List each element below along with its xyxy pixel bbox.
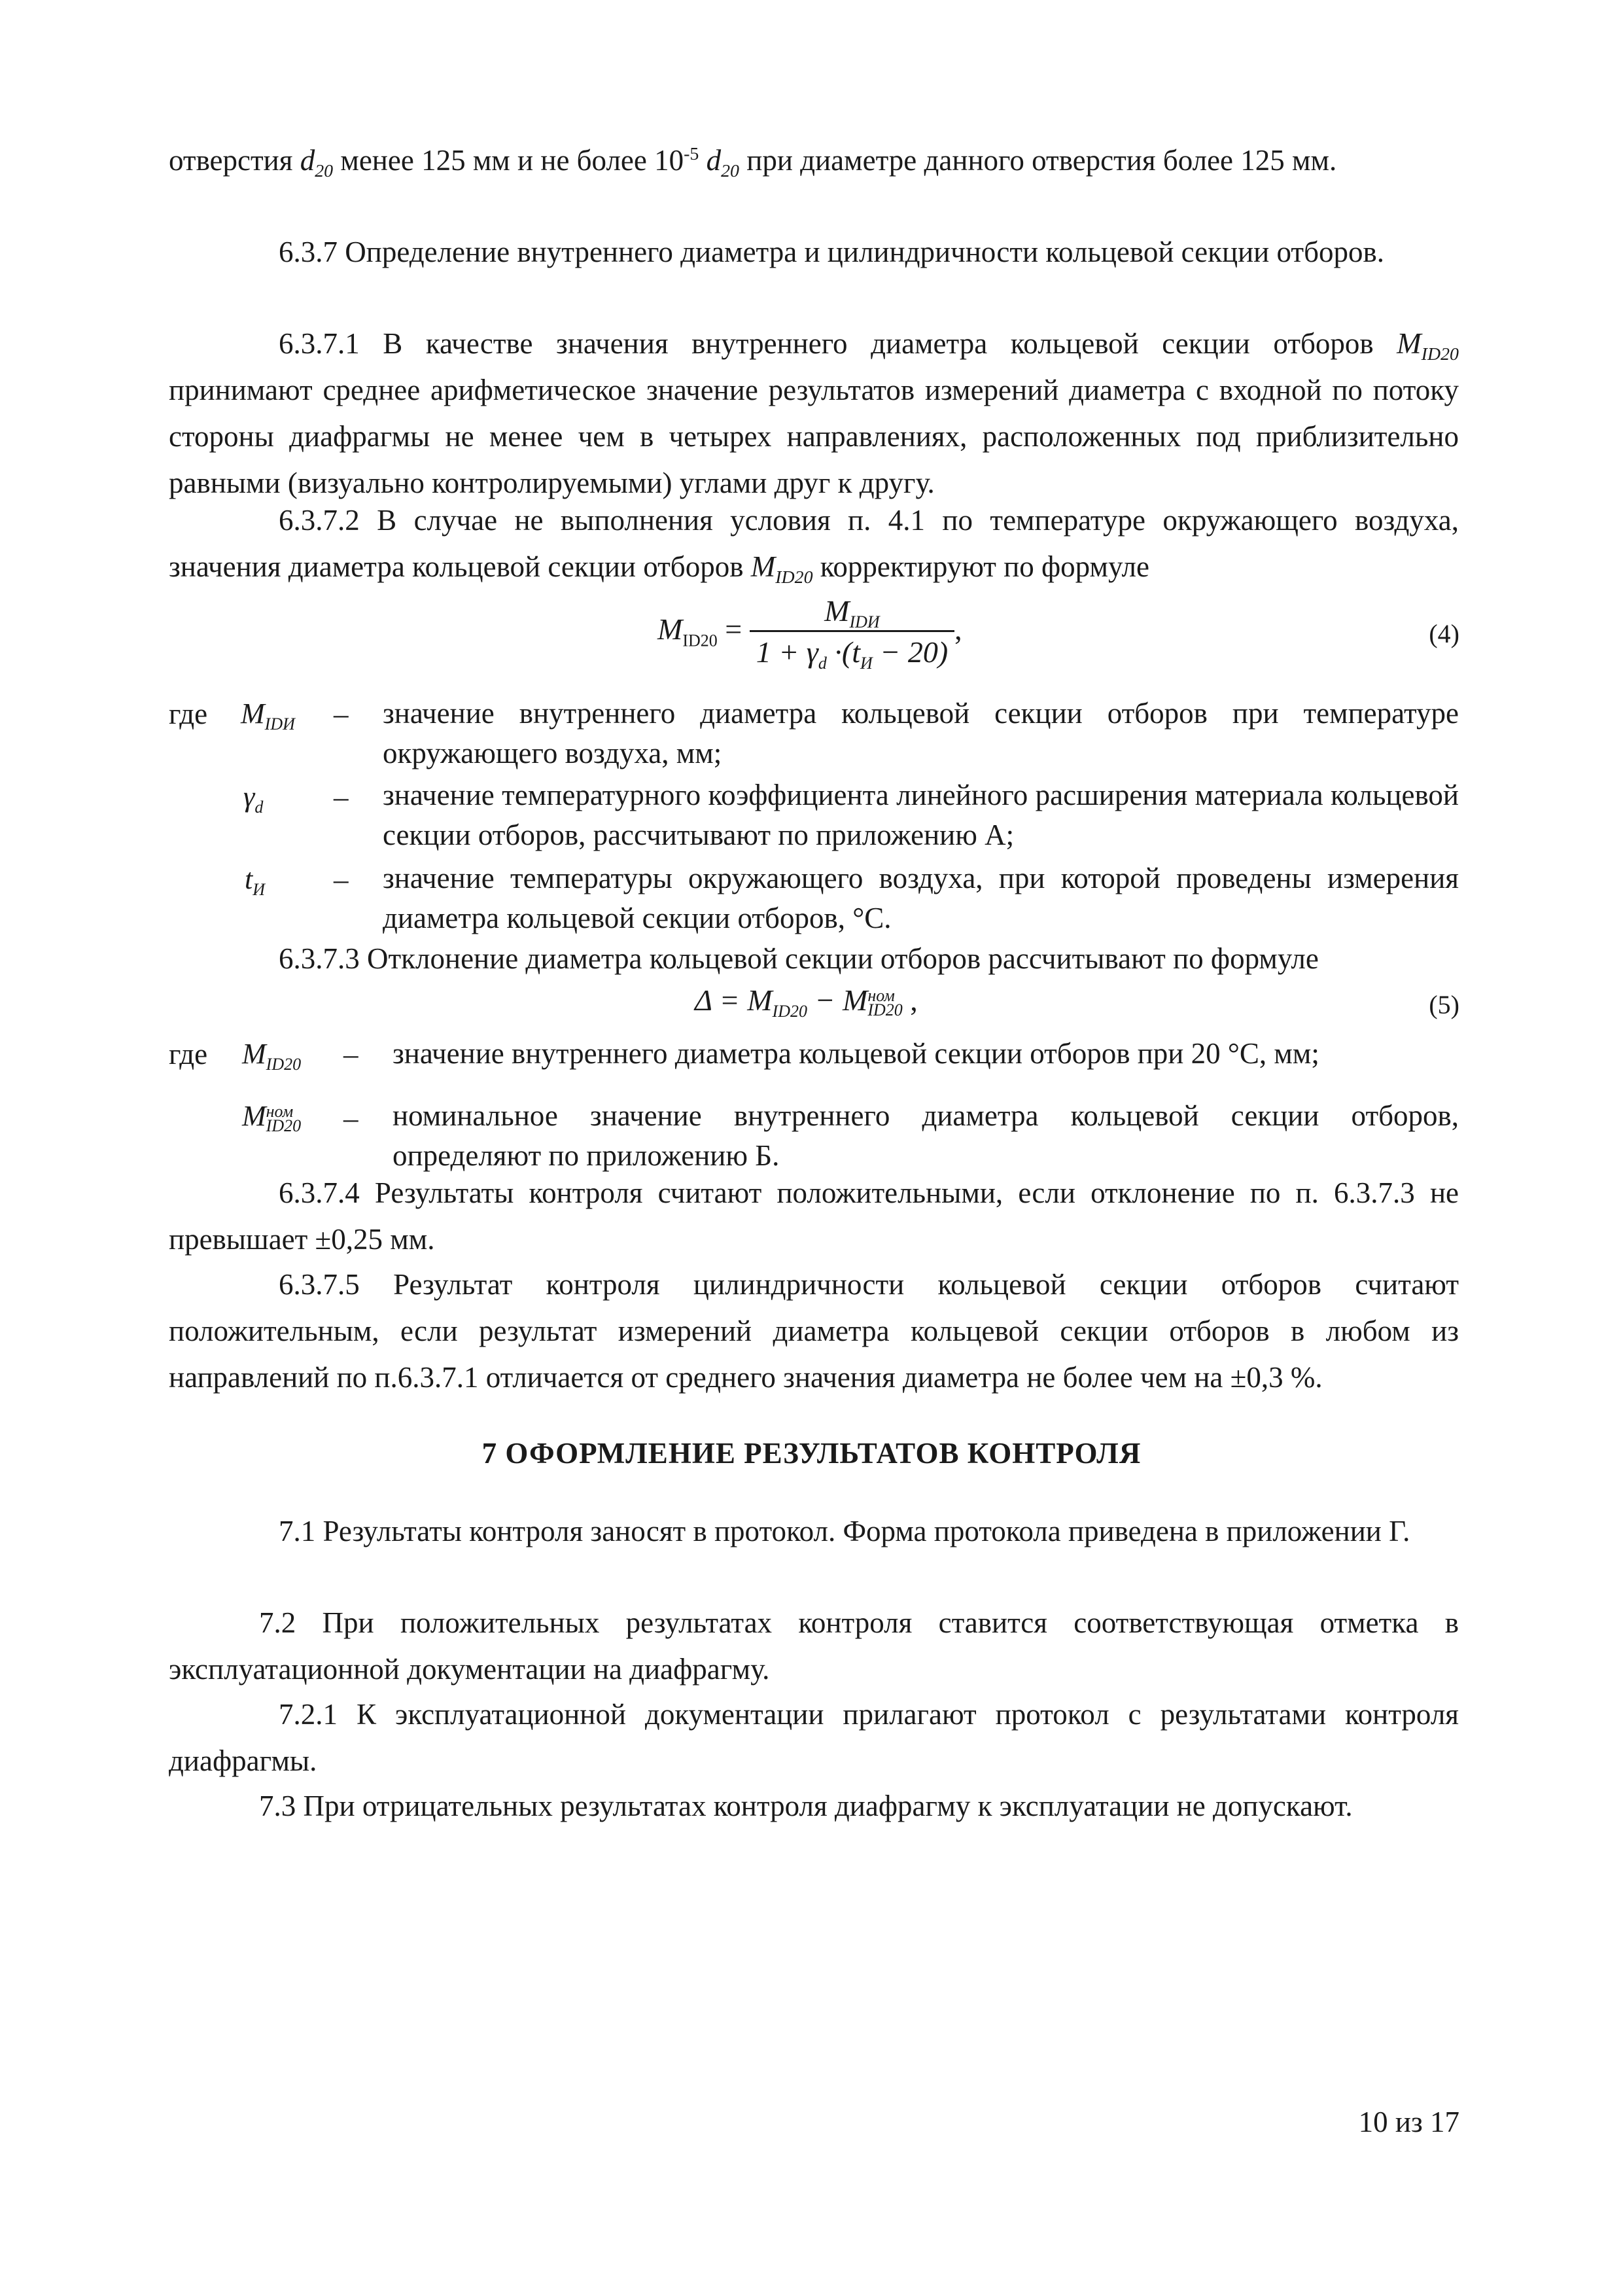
formula-4-fraction: $\frac{M_{IDИ}}{1 + \gamma_d \cdot(t_И - 20)}$ xyxy=(750,592,954,673)
definition-t-i: значение температуры окружающего воздуха, при которой проведены измерения диаметра кольцевой секции отборов, °C. xyxy=(383,862,1459,934)
paragraph-continuation xyxy=(169,137,1459,184)
symbol-mid20: $M_{ID20}$ xyxy=(1397,327,1459,364)
clause-6-3-7-2: 6.3.7.2 В случае не выполнения условия п. 4.1 по температуре окружающего воздуха, значения диаметра кольцевой секции отборов $M_{ID20}$ корректируют по формуле xyxy=(169,504,1459,588)
symbol-midi: $M_{IDИ}$ xyxy=(241,698,295,733)
clause-7-3: 7.3 При отрицательных результатах контроля диафрагму к эксплуатации не допускают. xyxy=(259,1790,1353,1822)
exponent: -5 xyxy=(684,144,699,164)
text-run: менее 125 мм и не более 10 xyxy=(333,144,684,177)
where-label: где xyxy=(169,698,208,730)
page-number: 10 из 17 xyxy=(1358,2106,1459,2138)
definition-mid20: значение внутреннего диаметра кольцевой секции отборов при 20 °C, мм; xyxy=(393,1037,1319,1070)
formula-4: $M_{ID20}$ = $\frac{M_{IDИ}}{1 + \gamma_d \cdot(t_И - 20)}$ , xyxy=(657,592,962,673)
equation-number-5: (5) xyxy=(1429,990,1459,1019)
text-run: отверстия xyxy=(169,144,300,177)
definition-midi: значение внутреннего диаметра кольцевой секции отборов при температуре окружающего воздуха, мм; xyxy=(383,697,1459,769)
dash: – xyxy=(334,781,349,813)
clause-6-3-7-4: 6.3.7.4 Результаты контроля считают положительными, если отклонение по п. 6.3.7.3 не превышает ±0,25 мм. xyxy=(169,1176,1459,1256)
dash: – xyxy=(334,863,349,896)
clause-6-3-7-3: 6.3.7.3 Отклонение диаметра кольцевой секции отборов рассчитывают по формуле xyxy=(279,942,1319,975)
symbol-mid20-nominal: M ном ID20 xyxy=(242,1100,302,1135)
clause-7-1: 7.1 Результаты контроля заносят в протокол. Форма протокола приведена в приложении Г. xyxy=(279,1515,1410,1547)
clause-6-3-7: 6.3.7 Определение внутреннего диаметра и цилиндричности кольцевой секции отборов. xyxy=(279,236,1384,268)
symbol-mid20: $M_{ID20}$ xyxy=(242,1038,302,1074)
dash: – xyxy=(343,1102,358,1135)
dash: – xyxy=(343,1038,358,1070)
clause-7-2: 7.2 При положительных результатах контроля ставится соответствующая отметка в эксплуатационной документации на диафрагму. xyxy=(169,1606,1459,1686)
text-run: при диаметре данного отверстия более 125 мм. xyxy=(739,144,1337,177)
clause-6-3-7-5: 6.3.7.5 Результат контроля цилиндричности кольцевой секции отборов считают положительным, если результат измерений диаметра кольцевой секции отборов в любом из направлений по п.6.3.7.1 отличается от среднего значения диаметра не более чем на ±0,3 %. xyxy=(169,1268,1459,1394)
dash: – xyxy=(334,698,349,730)
clause-7-2-1: 7.2.1 К эксплуатационной документации прилагают протокол с результатами контроля диафрагмы. xyxy=(169,1698,1459,1777)
clause-6-3-7-1: 6.3.7.1 В качестве значения внутреннего диаметра кольцевой секции отборов $M_{ID20}$ принимают среднее арифметическое значение результатов измерений диаметра с входной по потоку стороны диафрагмы не менее чем в четырех направлениях, расположенных под приблизительно равными (визуально контролируемыми) углами друг к другу. xyxy=(169,327,1459,499)
symbol-d20: $d_{20}$ xyxy=(706,144,739,181)
symbol-mid20: $M_{ID20}$ xyxy=(750,550,813,588)
equation-number-4: (4) xyxy=(1429,619,1459,648)
formula-5: $\Delta = M_{ID20} - M$ ном ID20 , xyxy=(695,983,918,1021)
definition-gamma-d: значение температурного коэффициента линейного расширения материала кольцевой секции отборов, рассчитывают по приложению А; xyxy=(383,779,1459,851)
where-label: где xyxy=(169,1038,208,1070)
symbol-gamma-d: $\gamma_d$ xyxy=(243,781,264,817)
definition-mid20-nominal: номинальное значение внутреннего диаметра кольцевой секции отборов, определяют по приложению Б. xyxy=(393,1099,1459,1172)
section-heading: 7 ОФОРМЛЕНИЕ РЕЗУЛЬТАТОВ КОНТРОЛЯ xyxy=(481,1437,1142,1470)
symbol-d20: $d_{20}$ xyxy=(300,144,334,181)
symbol-t-i: $t_И$ xyxy=(245,863,266,899)
